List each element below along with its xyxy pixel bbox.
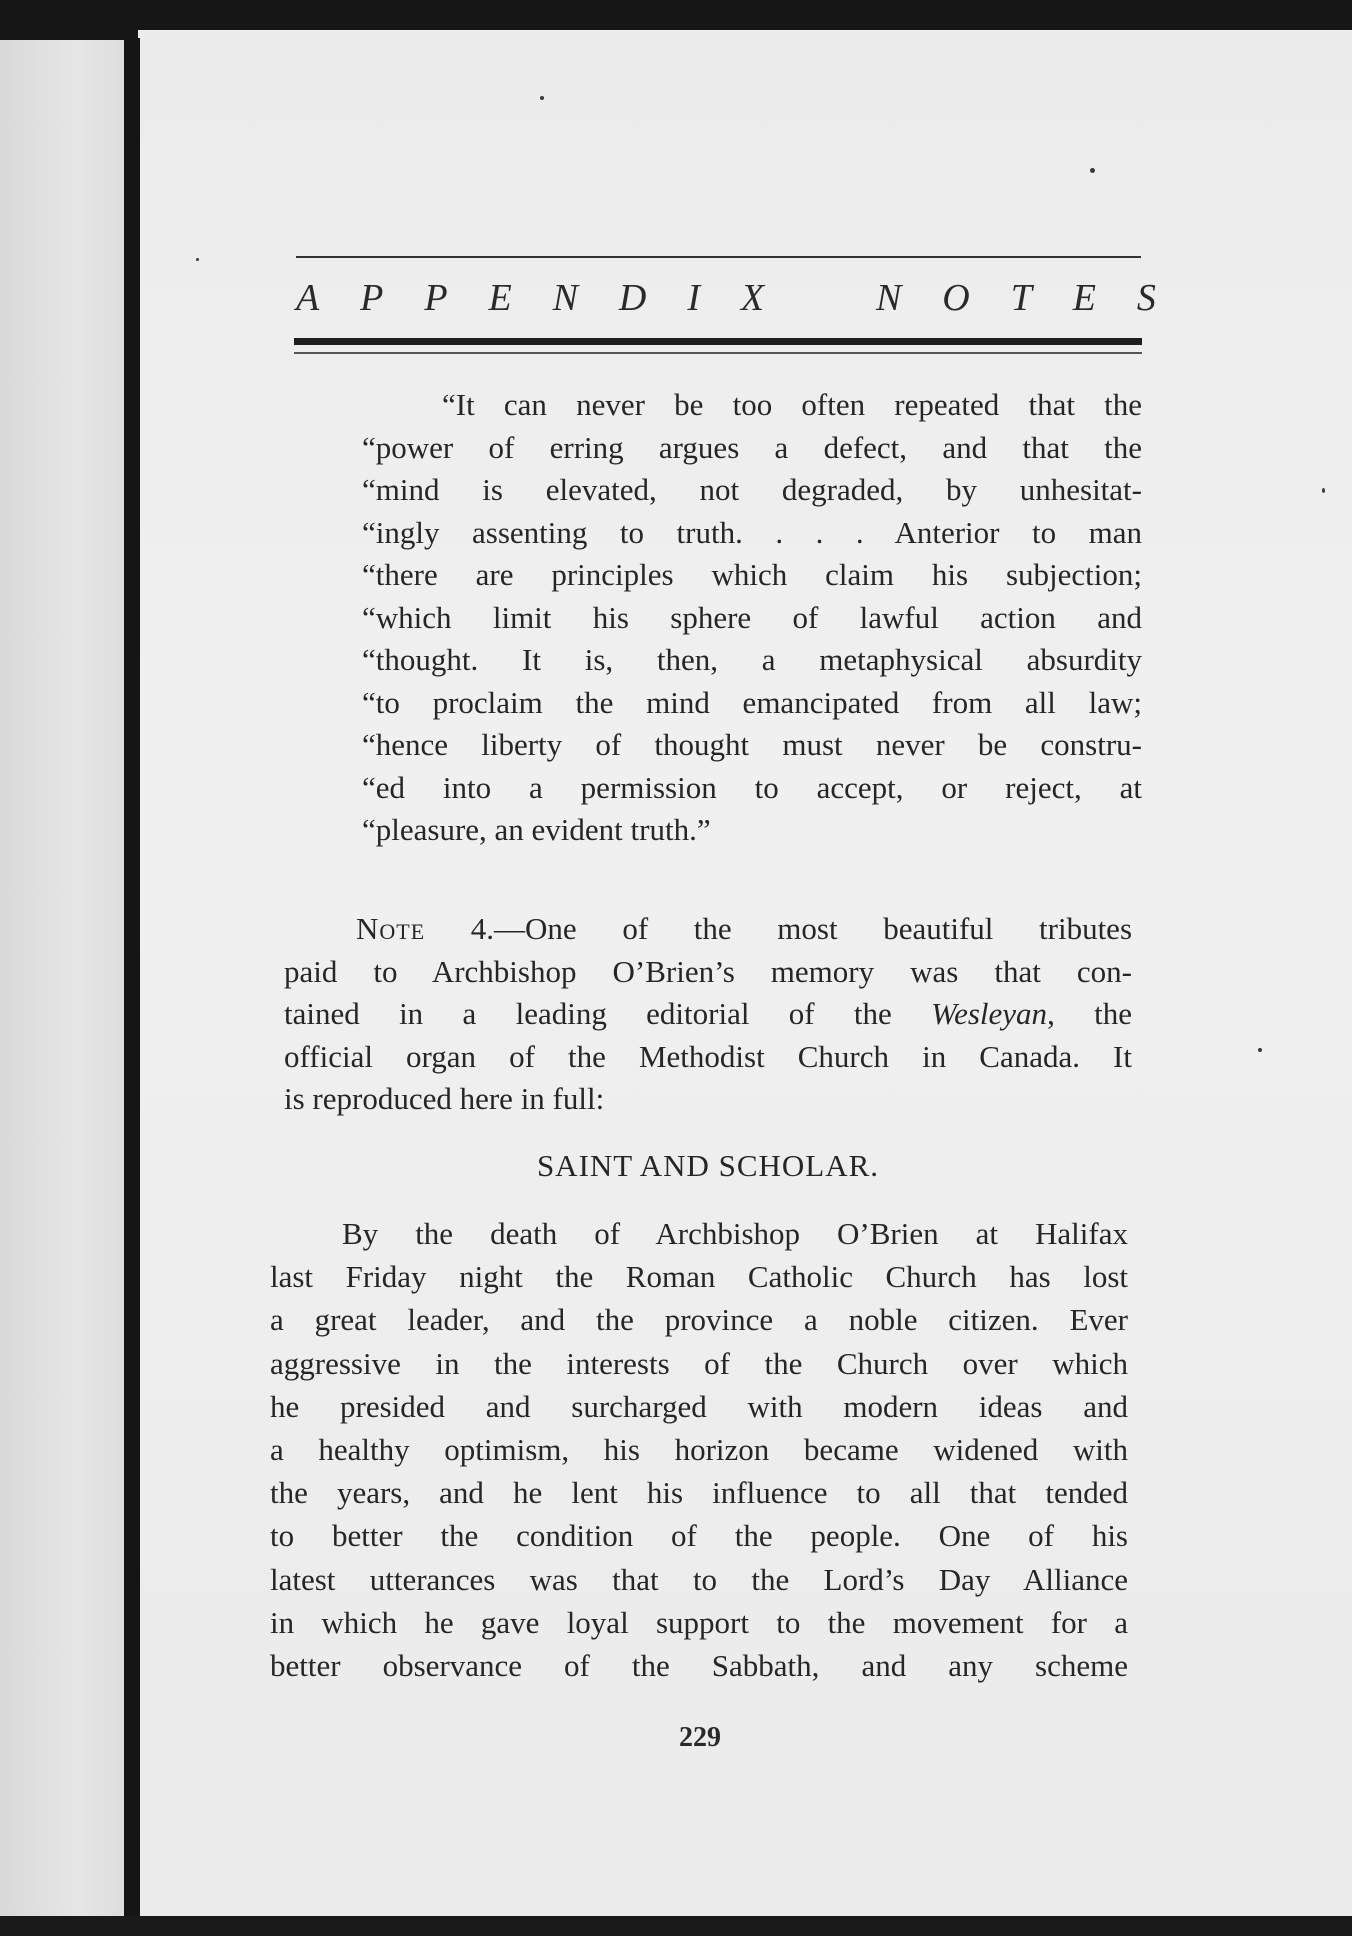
block-quote (362, 384, 1142, 852)
previous-page-edge (0, 40, 130, 1936)
quote-line: “It can never be too often repeated that the (442, 387, 1142, 422)
note-line: is reproduced here in full: (284, 1081, 605, 1116)
quote-line: “hence liberty of thought must never be constru- (362, 727, 1142, 762)
scan-bottom-border (0, 1916, 1352, 1936)
dust-speck (1090, 168, 1095, 173)
editorial-line: he presided and surcharged with modern ideas and (270, 1388, 1128, 1424)
dust-speck (1322, 488, 1325, 493)
page-number: 229 (679, 1722, 721, 1753)
editorial-line: a great leader, and the province a noble citizen. Ever (270, 1302, 1128, 1338)
quote-line: “ingly assenting to truth. . . . Anterior to man (362, 514, 1142, 550)
dust-speck (196, 258, 199, 261)
note-text: 4.—One of the most beautiful tributes (470, 911, 1133, 946)
quote-line: “pleasure, an evident truth.” (362, 812, 711, 847)
editorial-line: a healthy optimism, his horizon became widened with (270, 1432, 1128, 1468)
quote-line: “mind is elevated, not degraded, by unhesitat- (362, 472, 1142, 507)
editorial-line: better observance of the Sabbath, and any scheme (270, 1648, 1128, 1684)
header-letter: N (876, 277, 902, 319)
note-4-paragraph (284, 908, 1132, 1121)
quote-line: “ed into a permission to accept, or reject, at (362, 769, 1142, 805)
header-letter: N (552, 277, 578, 319)
book-spine-shadow (124, 38, 140, 1936)
dust-speck (540, 96, 544, 100)
editorial-line: last Friday night the Roman Catholic Church has lost (270, 1259, 1128, 1295)
header-letter: O (942, 277, 970, 319)
quote-line: “power of erring argues a defect, and that the (362, 429, 1142, 465)
editorial-line: in which he gave loyal support to the movement for a (270, 1604, 1128, 1640)
note-text: tained in a leading editorial of the (284, 996, 892, 1031)
header-letter: E (1072, 277, 1096, 319)
editorial-line: latest utterances was that to the Lord’s Day Alliance (270, 1561, 1128, 1597)
header-rule-thick (294, 338, 1142, 345)
header-letter: I (687, 277, 700, 319)
note-label: Note (356, 911, 426, 946)
note-line (284, 908, 1132, 951)
header-letter: X (740, 277, 765, 319)
note-line: paid to Archbishop O’Brien’s memory was that con- (284, 953, 1132, 989)
header-letter: A (296, 277, 320, 319)
note-text: , the (1047, 996, 1133, 1031)
header-letter: P (424, 277, 448, 319)
quote-line: “to proclaim the mind emancipated from all law; (362, 684, 1142, 720)
section-heading: SAINT AND SCHOLAR. (536, 1148, 880, 1183)
quote-line: “which limit his sphere of lawful action and (362, 599, 1142, 635)
editorial-line: By the death of Archbishop O’Brien at Halifax (342, 1216, 1128, 1251)
dust-speck (1258, 1048, 1262, 1052)
editorial-line: to better the condition of the people. One of his (270, 1518, 1128, 1554)
header-letter: T (1010, 277, 1032, 319)
running-header (296, 268, 1156, 328)
header-letter: S (1136, 277, 1156, 319)
header-rule-bottom (294, 352, 1142, 354)
note-line (284, 993, 1132, 1036)
editorial-paragraph (270, 1212, 1128, 1687)
header-letter: E (488, 277, 512, 319)
header-rule-top (296, 256, 1141, 258)
publication-title: Wesleyan (931, 996, 1048, 1031)
header-letter: D (618, 277, 647, 319)
editorial-line: the years, and he lent his influence to all that tended (270, 1475, 1128, 1511)
quote-line: “thought. It is, then, a metaphysical absurdity (362, 642, 1142, 677)
editorial-line: aggressive in the interests of the Church over which (270, 1345, 1128, 1381)
header-letter: P (360, 277, 384, 319)
note-line: official organ of the Methodist Church in Canada. It (284, 1038, 1132, 1074)
quote-line: “there are principles which claim his subjection; (362, 557, 1142, 592)
